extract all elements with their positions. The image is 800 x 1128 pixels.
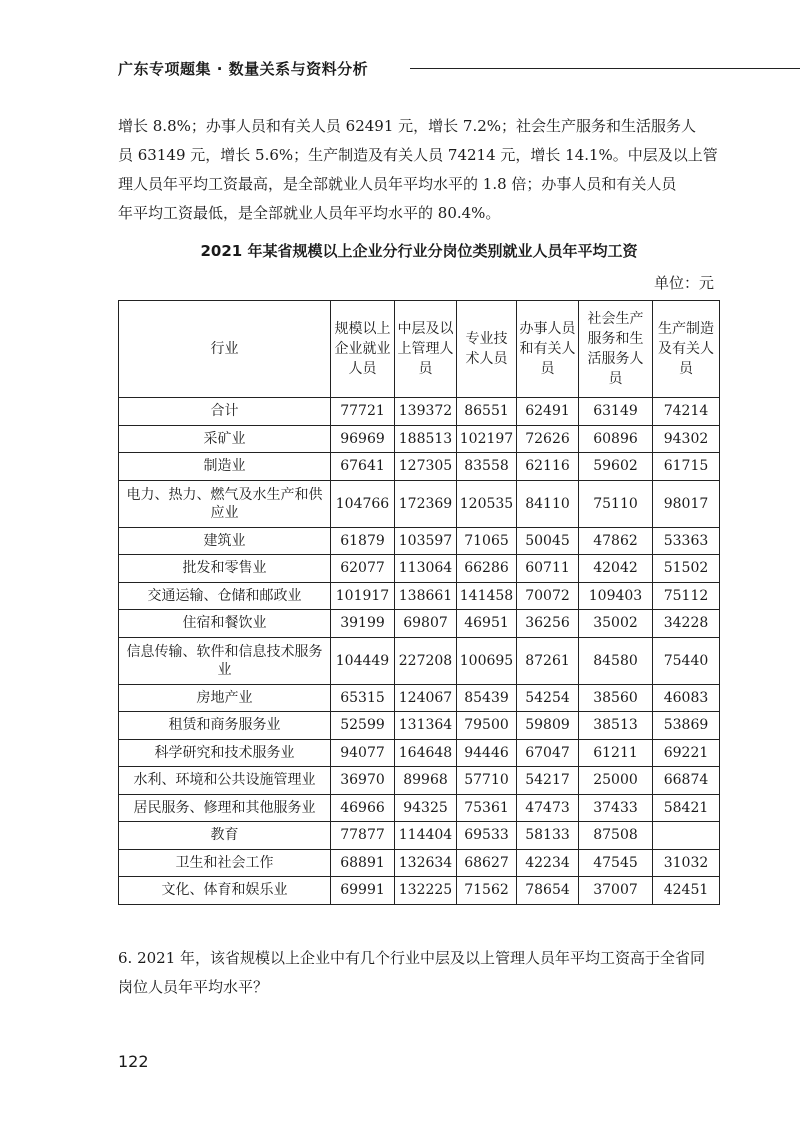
wage-cell: 72626 [517,425,579,453]
header-managers: 中层及以上管理人员 [395,301,457,398]
wage-cell: 60896 [579,425,653,453]
wage-cell: 132225 [395,877,457,905]
wage-cell: 89968 [395,767,457,795]
wage-cell: 71065 [457,527,517,555]
page-header [118,52,718,82]
wage-cell: 77877 [331,822,395,850]
wage-cell: 50045 [517,527,579,555]
industry-cell: 水利、环境和公共设施管理业 [119,767,331,795]
industry-cell: 批发和零售业 [119,555,331,583]
intro-line: 理人员年平均工资最高，是全部就业人员年平均水平的 1.8 倍；办事人员和有关人员 [118,175,677,193]
wage-cell: 227208 [395,637,457,684]
wage-cell: 42234 [517,849,579,877]
wage-cell: 94325 [395,794,457,822]
header-title: 广东专项题集 · 数量关系与资料分析 [118,60,369,78]
wage-cell: 100695 [457,637,517,684]
table-row [119,398,720,426]
table-row [119,425,720,453]
wage-cell: 57710 [457,767,517,795]
wage-cell: 47545 [579,849,653,877]
page-number: 122 [118,1052,149,1071]
table-row [119,637,720,684]
industry-cell: 居民服务、修理和其他服务业 [119,794,331,822]
wage-cell: 38513 [579,712,653,740]
wage-cell: 65315 [331,684,395,712]
wage-cell: 34228 [653,610,720,638]
intro-paragraph [118,112,720,228]
wage-cell: 54217 [517,767,579,795]
wage-cell: 103597 [395,527,457,555]
wage-table [118,300,720,905]
wage-cell: 52599 [331,712,395,740]
wage-cell: 58421 [653,794,720,822]
wage-cell: 96969 [331,425,395,453]
wage-cell: 164648 [395,739,457,767]
wage-cell: 42042 [579,555,653,583]
industry-cell: 制造业 [119,453,331,481]
industry-cell: 信息传输、软件和信息技术服务业 [119,637,331,684]
industry-cell: 合计 [119,398,331,426]
industry-cell: 电力、热力、燃气及水生产和供应业 [119,480,331,527]
table-row [119,877,720,905]
wage-cell: 141458 [457,582,517,610]
wage-cell: 87261 [517,637,579,684]
table-row [119,527,720,555]
wage-cell: 70072 [517,582,579,610]
wage-cell: 138661 [395,582,457,610]
wage-cell: 42451 [653,877,720,905]
wage-cell: 62491 [517,398,579,426]
table-row [119,555,720,583]
wage-cell: 53869 [653,712,720,740]
wage-cell: 102197 [457,425,517,453]
wage-cell: 87508 [579,822,653,850]
wage-cell: 69221 [653,739,720,767]
wage-cell: 83558 [457,453,517,481]
industry-cell: 建筑业 [119,527,331,555]
wage-cell: 94302 [653,425,720,453]
wage-cell: 46083 [653,684,720,712]
wage-cell: 85439 [457,684,517,712]
table-row [119,684,720,712]
industry-cell: 科学研究和技术服务业 [119,739,331,767]
wage-cell: 75112 [653,582,720,610]
table-row [119,582,720,610]
wage-cell: 68627 [457,849,517,877]
table-body [119,398,720,905]
table-row [119,712,720,740]
wage-cell: 54254 [517,684,579,712]
wage-cell: 124067 [395,684,457,712]
wage-cell: 75110 [579,480,653,527]
wage-cell: 36970 [331,767,395,795]
industry-cell: 采矿业 [119,425,331,453]
wage-cell: 66286 [457,555,517,583]
table-row [119,794,720,822]
table-row [119,480,720,527]
wage-cell: 37433 [579,794,653,822]
wage-cell: 71562 [457,877,517,905]
table-header-row [119,301,720,398]
wage-cell: 59809 [517,712,579,740]
industry-cell: 房地产业 [119,684,331,712]
wage-cell: 74214 [653,398,720,426]
wage-cell: 61211 [579,739,653,767]
wage-cell: 47473 [517,794,579,822]
intro-line: 增长 8.8%；办事人员和有关人员 62491 元，增长 7.2%；社会生产服务和生活服务人 [118,117,697,135]
wage-cell: 77721 [331,398,395,426]
wage-cell: 53363 [653,527,720,555]
industry-cell: 卫生和社会工作 [119,849,331,877]
wage-cell: 127305 [395,453,457,481]
wage-cell: 139372 [395,398,457,426]
wage-cell: 131364 [395,712,457,740]
wage-cell: 25000 [579,767,653,795]
wage-cell: 109403 [579,582,653,610]
wage-cell: 98017 [653,480,720,527]
wage-cell: 86551 [457,398,517,426]
wage-cell: 59602 [579,453,653,481]
wage-cell: 61879 [331,527,395,555]
wage-cell: 63149 [579,398,653,426]
wage-cell: 58133 [517,822,579,850]
wage-cell: 84110 [517,480,579,527]
header-technical: 专业技术人员 [457,301,517,398]
header-rule [410,68,800,69]
wage-cell: 84580 [579,637,653,684]
industry-cell: 教育 [119,822,331,850]
industry-cell: 交通运输、仓储和邮政业 [119,582,331,610]
table-unit: 单位：元 [653,274,714,292]
intro-line: 员 63149 元，增长 5.6%；生产制造及有关人员 74214 元，增长 14.1%。中层及以上管 [118,146,718,164]
header-production: 生产制造及有关人员 [653,301,720,398]
wage-cell: 188513 [395,425,457,453]
table-row [119,453,720,481]
wage-cell: 62077 [331,555,395,583]
wage-cell: 47862 [579,527,653,555]
industry-cell: 住宿和餐饮业 [119,610,331,638]
wage-cell: 94077 [331,739,395,767]
wage-cell: 104449 [331,637,395,684]
wage-cell: 38560 [579,684,653,712]
wage-cell: 113064 [395,555,457,583]
wage-cell: 78654 [517,877,579,905]
wage-cell: 39199 [331,610,395,638]
wage-cell: 94446 [457,739,517,767]
wage-cell: 37007 [579,877,653,905]
table-row [119,767,720,795]
wage-cell: 67641 [331,453,395,481]
table-row [119,610,720,638]
header-all-employees: 规模以上企业就业人员 [331,301,395,398]
industry-cell: 租赁和商务服务业 [119,712,331,740]
wage-cell: 35002 [579,610,653,638]
wage-cell: 172369 [395,480,457,527]
table-row [119,849,720,877]
wage-cell: 75440 [653,637,720,684]
wage-cell: 69533 [457,822,517,850]
industry-cell: 文化、体育和娱乐业 [119,877,331,905]
wage-cell: 36256 [517,610,579,638]
wage-cell: 31032 [653,849,720,877]
wage-cell: 104766 [331,480,395,527]
wage-cell: 68891 [331,849,395,877]
question-text: 6. 2021 年，该省规模以上企业中有几个行业中层及以上管理人员年平均工资高于全省同岗位人员年平均水平？ [118,949,706,996]
wage-cell: 62116 [517,453,579,481]
wage-cell: 75361 [457,794,517,822]
wage-cell: 69991 [331,877,395,905]
wage-cell: 46966 [331,794,395,822]
wage-cell: 69807 [395,610,457,638]
table-row [119,822,720,850]
wage-cell: 51502 [653,555,720,583]
header-clerical: 办事人员和有关人员 [517,301,579,398]
wage-cell: 46951 [457,610,517,638]
wage-cell: 79500 [457,712,517,740]
wage-cell: 66874 [653,767,720,795]
wage-cell: 67047 [517,739,579,767]
wage-cell: 114404 [395,822,457,850]
wage-cell [653,822,720,850]
header-industry: 行业 [119,301,331,398]
header-service: 社会生产服务和生活服务人员 [579,301,653,398]
table-row [119,739,720,767]
wage-cell: 60711 [517,555,579,583]
wage-cell: 101917 [331,582,395,610]
table-title: 2021 年某省规模以上企业分行业分岗位类别就业人员年平均工资 [200,242,638,260]
wage-cell: 120535 [457,480,517,527]
intro-line: 年平均工资最低，是全部就业人员年平均水平的 80.4%。 [118,204,501,222]
wage-cell: 132634 [395,849,457,877]
wage-cell: 61715 [653,453,720,481]
